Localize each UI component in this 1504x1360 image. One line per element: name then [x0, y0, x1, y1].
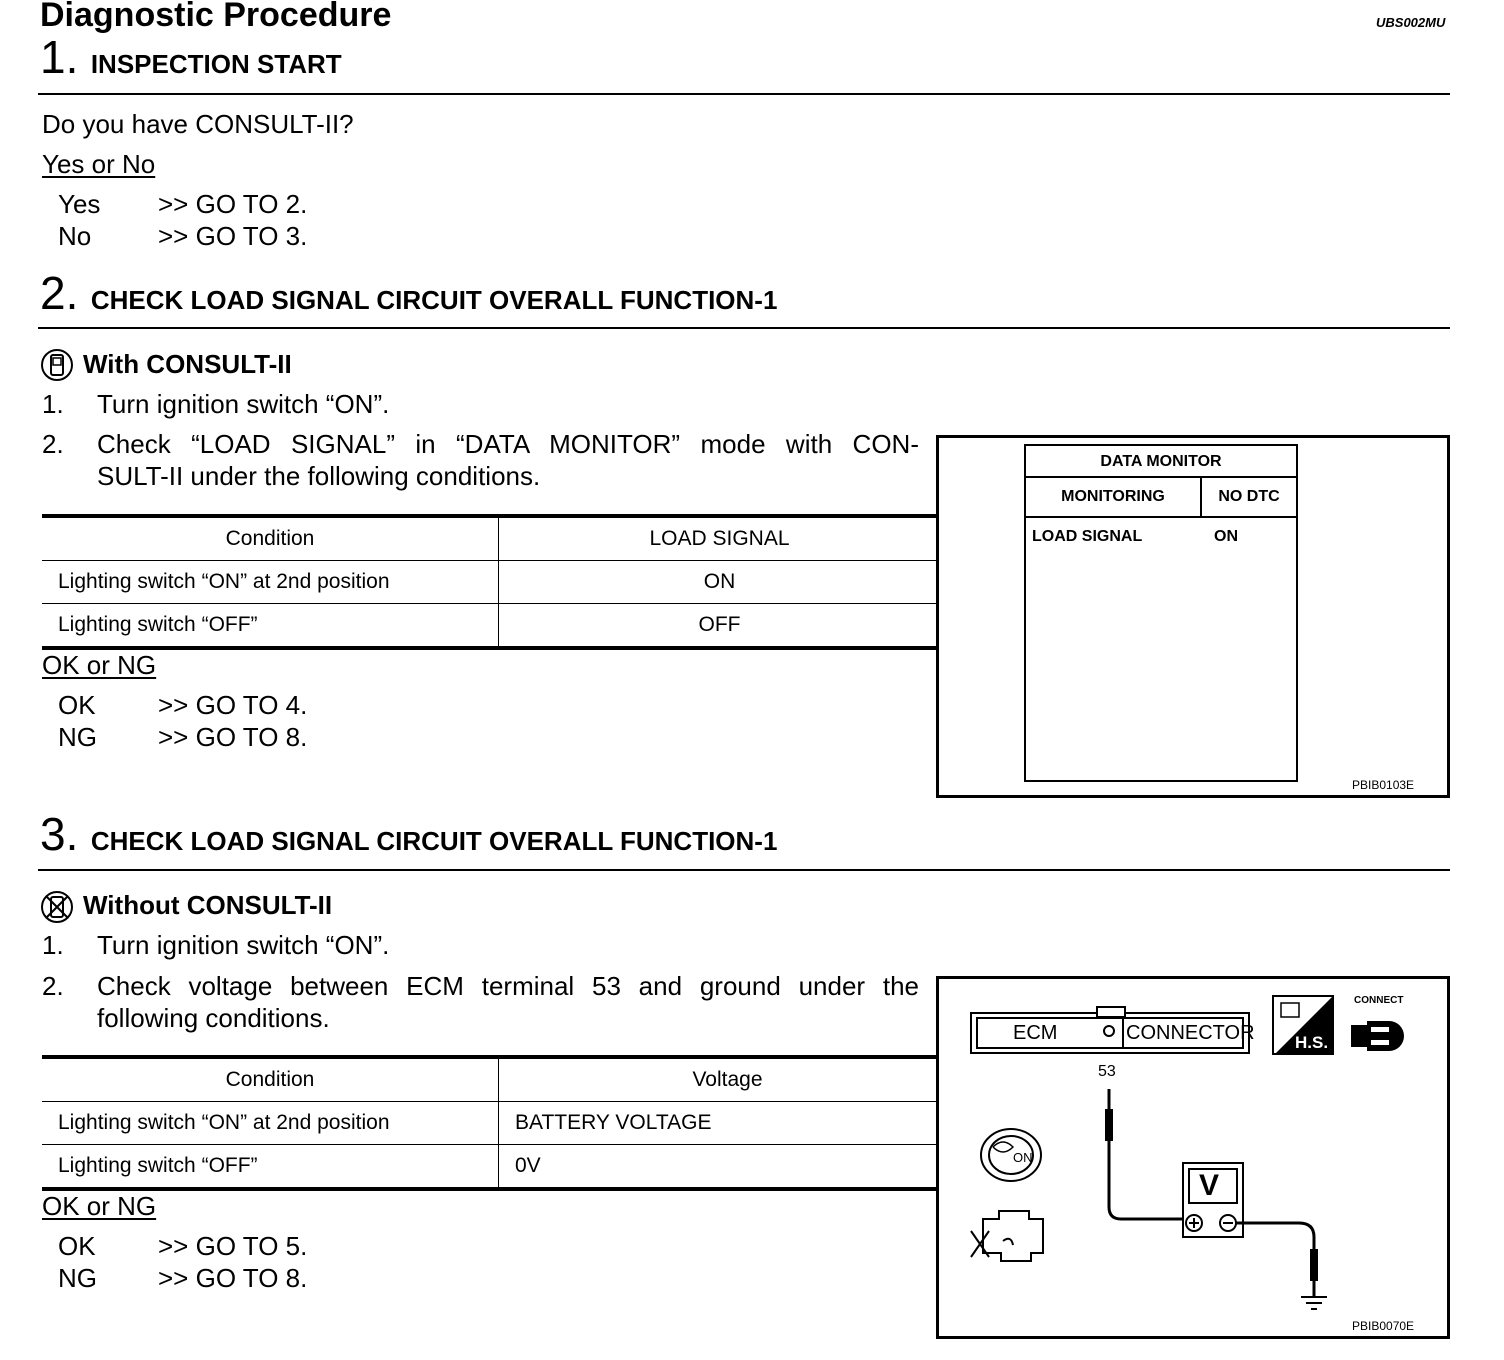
step-1-number: 1. — [40, 31, 79, 83]
step-3-number: 3. — [40, 808, 79, 860]
table-header: Voltage — [499, 1057, 957, 1102]
option-action: >> GO TO 3. — [158, 221, 308, 251]
table-header: Condition — [42, 1057, 499, 1102]
list-item: Check “LOAD SIGNAL” in “DATA MONITOR” mode with CON- — [97, 429, 919, 459]
terminal-number: 53 — [1098, 1063, 1116, 1080]
table-cell: Lighting switch “OFF” — [42, 604, 499, 649]
table-cell: BATTERY VOLTAGE — [499, 1102, 957, 1145]
table-header: Condition — [42, 516, 499, 561]
table-cell: OFF — [499, 604, 941, 649]
step-1-header — [40, 30, 342, 84]
list-number: 2. — [42, 429, 64, 459]
list-item-continuation: SULT-II under the following conditions. — [97, 461, 541, 491]
connector-label: CONNECTOR — [1126, 1022, 1255, 1044]
figure-code: PBIB0070E — [1352, 1319, 1415, 1333]
table-cell: 0V — [499, 1145, 957, 1190]
option-action: >> GO TO 2. — [158, 189, 308, 219]
table-cell: Lighting switch “ON” at 2nd position — [42, 1102, 499, 1145]
figure-code: PBIB0103E — [1352, 778, 1415, 792]
list-item-continuation: following conditions. — [97, 1003, 330, 1033]
screen-title: DATA MONITOR — [1026, 446, 1296, 478]
step-1-heading: INSPECTION START — [90, 49, 342, 79]
option-key: Yes — [58, 189, 101, 219]
table-cell: Lighting switch “OFF” — [42, 1145, 499, 1190]
list-number: 1. — [42, 389, 64, 419]
monitoring-label: MONITORING — [1026, 478, 1202, 518]
step-1-question: Do you have CONSULT-II? — [42, 109, 354, 139]
mode-label: Without CONSULT-II — [83, 890, 333, 920]
option-key: NG — [58, 1263, 97, 1293]
step-3-choice-label: OK or NG — [42, 1191, 157, 1221]
connect-label: CONNECT — [1354, 995, 1404, 1006]
table-row — [42, 604, 940, 649]
document-id: UBS002MU — [1376, 15, 1446, 30]
option-action: >> GO TO 4. — [158, 690, 308, 720]
step-2-choice-label: OK or NG — [42, 650, 157, 680]
step-1-choice-label: Yes or No — [42, 149, 156, 179]
option-action: >> GO TO 8. — [158, 722, 308, 752]
table-row — [42, 561, 940, 604]
divider — [38, 327, 1450, 329]
dtc-status: NO DTC — [1202, 478, 1296, 518]
option-key: OK — [58, 690, 96, 720]
hs-label: H.S. — [1295, 1033, 1329, 1052]
mode-label: With CONSULT-II — [83, 349, 292, 379]
voltmeter-label: V — [1199, 1169, 1220, 1202]
list-item: Turn ignition switch “ON”. — [97, 389, 390, 419]
page-title: Diagnostic Procedure — [40, 0, 392, 34]
divider — [38, 869, 1450, 871]
ecm-label: ECM — [1013, 1022, 1058, 1044]
table-cell: ON — [499, 561, 941, 604]
step-3-header — [40, 807, 777, 861]
monitor-item: LOAD SIGNAL — [1032, 528, 1143, 545]
option-action: >> GO TO 5. — [158, 1231, 308, 1261]
no-consult-icon — [40, 890, 74, 924]
consult-ii-icon — [40, 348, 74, 382]
condition-table — [42, 514, 940, 650]
option-key: NG — [58, 722, 97, 752]
table-row — [42, 1145, 956, 1190]
list-number: 1. — [42, 930, 64, 960]
table-cell: Lighting switch “ON” at 2nd position — [42, 561, 499, 604]
step-2-heading: CHECK LOAD SIGNAL CIRCUIT OVERALL FUNCTION-1 — [90, 285, 778, 315]
list-number: 2. — [42, 971, 64, 1001]
step-2-header — [40, 266, 777, 320]
divider — [38, 93, 1450, 95]
key-on-label: ON — [1013, 1150, 1033, 1165]
step-2-number: 2. — [40, 267, 79, 319]
condition-table — [42, 1055, 956, 1191]
monitor-value: ON — [1214, 528, 1238, 545]
option-action: >> GO TO 8. — [158, 1263, 308, 1293]
list-item: Check voltage between ECM terminal 53 and ground under the — [97, 971, 919, 1001]
table-header: LOAD SIGNAL — [499, 516, 941, 561]
table-row — [42, 1102, 956, 1145]
step-3-heading: CHECK LOAD SIGNAL CIRCUIT OVERALL FUNCTION-1 — [90, 826, 778, 856]
data-monitor-screen — [1024, 444, 1298, 782]
list-item: Turn ignition switch “ON”. — [97, 930, 390, 960]
option-key: OK — [58, 1231, 96, 1261]
option-key: No — [58, 221, 92, 251]
